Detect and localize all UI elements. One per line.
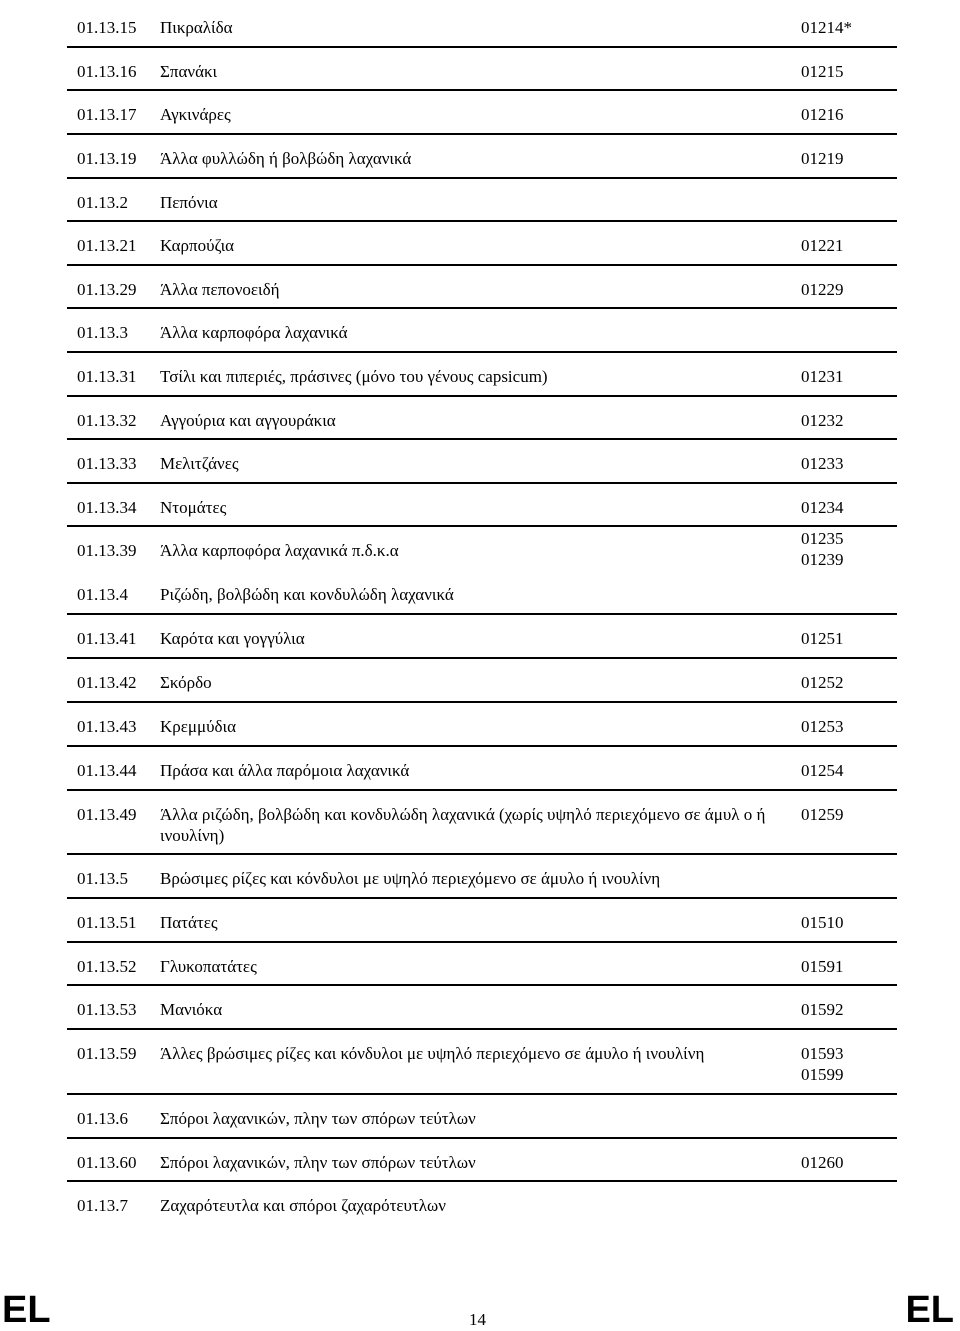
row-cpa-codes [801,956,891,977]
page-number: 14 [469,1310,486,1329]
row-code: 01.13.29 [77,280,137,299]
table-row [67,943,897,986]
row-cpa-codes [801,628,891,649]
table-row [67,703,897,747]
row-cpa-codes [801,1152,891,1173]
cpa-code: 01592 [801,1000,844,1019]
table-row [67,571,897,615]
row-description: Σπόροι λαχανικών, πλην των σπόρων τεύτλων [160,1109,476,1128]
row-code: 01.13.4 [77,585,128,604]
row-cpa-codes [801,410,891,431]
row-cpa-codes [801,760,891,781]
cpa-code: 01253 [801,717,844,736]
row-cpa-codes [801,279,891,300]
table-row [67,899,897,943]
table-row [67,440,897,484]
table-row [67,1139,897,1182]
row-cpa-codes [801,17,891,38]
row-cpa-codes [801,104,891,125]
row-description: Αγκινάρες [160,105,231,124]
row-cpa-codes [801,528,891,570]
row-description: Σπόροι λαχανικών, πλην των σπόρων τεύτλων [160,1153,476,1172]
row-description: Άλλα πεπονοειδή [160,280,280,299]
row-description: Μελιτζάνες [160,454,239,473]
row-code: 01.13.5 [77,869,128,888]
cpa-code: 01214* [801,18,852,37]
row-code: 01.13.49 [77,805,137,824]
table-row [67,747,897,791]
cpa-code: 01591 [801,957,844,976]
row-cpa-codes [801,148,891,169]
row-description: Γλυκοπατάτες [160,957,257,976]
footer-language-left: EL [2,1289,51,1331]
row-code: 01.13.16 [77,62,137,81]
table-row [67,1095,897,1139]
row-description: Κρεμμύδια [160,717,237,736]
table-row [67,855,897,899]
row-cpa-codes [801,235,891,256]
table-row [67,986,897,1030]
table-row [67,484,897,527]
row-cpa-codes [801,804,891,825]
row-code: 01.13.6 [77,1109,128,1128]
footer-language-right: EL [905,1289,954,1331]
cpa-code: 01235 [801,529,844,548]
row-code: 01.13.53 [77,1000,137,1019]
row-description: Ζαχαρότευτλα και σπόροι ζαχαρότευτλων [160,1196,446,1215]
table-row [67,1182,897,1226]
row-code: 01.13.33 [77,454,137,473]
row-description: Καρπούζια [160,236,235,255]
row-cpa-codes [801,1043,891,1085]
row-description: Ριζώδη, βολβώδη και κονδυλώδη λαχανικά [160,585,454,604]
row-code: 01.13.34 [77,498,137,517]
row-description: Πικραλίδα [160,18,233,37]
row-code: 01.13.17 [77,105,137,124]
row-description: Άλλα καρποφόρα λαχανικά π.δ.κ.α [160,541,399,560]
row-code: 01.13.51 [77,913,137,932]
cpa-code: 01254 [801,761,844,780]
row-cpa-codes [801,61,891,82]
table-row [67,48,897,91]
cpa-code: 01229 [801,280,844,299]
row-code: 01.13.59 [77,1044,137,1063]
row-description: Άλλες βρώσιμες ρίζες και κόνδυλοι με υψηλό περιεχόμενο σε άμυλο ή ινουλίνη [160,1044,705,1063]
cpa-code: 01510 [801,913,844,932]
table-row [67,179,897,222]
row-description: Σπανάκι [160,62,218,81]
cpa-code: 01231 [801,367,844,386]
row-description: Καρότα και γογγύλια [160,629,305,648]
row-description: Άλλα φυλλώδη ή βολβώδη λαχανικά [160,149,412,168]
cpa-code: 01216 [801,105,844,124]
row-code: 01.13.39 [77,541,137,560]
row-description: Αγγούρια και αγγουράκια [160,411,336,430]
cpa-code: 01215 [801,62,844,81]
row-cpa-codes [801,672,891,693]
cpa-code: 01221 [801,236,844,255]
row-cpa-codes [801,912,891,933]
row-code: 01.13.60 [77,1153,137,1172]
row-code: 01.13.21 [77,236,137,255]
classification-table [67,4,897,1226]
cpa-code: 01232 [801,411,844,430]
cpa-code: 01252 [801,673,844,692]
table-row [67,4,897,48]
table-row [67,91,897,135]
row-description: Μανιόκα [160,1000,223,1019]
row-description: Σκόρδο [160,673,212,692]
row-description: Πεπόνια [160,193,218,212]
row-description: Πατάτες [160,913,218,932]
row-code: 01.13.41 [77,629,137,648]
cpa-code: 01219 [801,149,844,168]
table-row [67,309,897,353]
row-code: 01.13.32 [77,411,137,430]
row-cpa-codes [801,453,891,474]
cpa-code: 01259 [801,805,844,824]
row-code: 01.13.44 [77,761,137,780]
row-code: 01.13.19 [77,149,137,168]
table-row [67,135,897,179]
cpa-code: 01239 [801,550,844,569]
row-code: 01.13.2 [77,193,128,212]
table-row [67,659,897,703]
cpa-code: 01599 [801,1065,844,1084]
row-code: 01.13.31 [77,367,137,386]
table-row [67,791,897,855]
cpa-code: 01260 [801,1153,844,1172]
cpa-code: 01593 [801,1044,844,1063]
row-description: Βρώσιμες ρίζες και κόνδυλοι με υψηλό περιεχόμενο σε άμυλο ή ινουλίνη [160,869,661,888]
row-description: Πράσα και άλλα παρόμοια λαχανικά [160,761,410,780]
table-row [67,397,897,440]
cpa-code: 01233 [801,454,844,473]
table-row [67,1030,897,1095]
row-code: 01.13.7 [77,1196,128,1215]
row-description: Άλλα ριζώδη, βολβώδη και κονδυλώδη λαχανικά (χωρίς υψηλό περιεχόμενο σε άμυλ ο ή ινουλίνη) [160,805,766,845]
row-description: Άλλα καρποφόρα λαχανικά [160,323,348,342]
cpa-code: 01251 [801,629,844,648]
table-row [67,527,897,571]
table-row [67,353,897,397]
row-code: 01.13.42 [77,673,137,692]
row-code: 01.13.43 [77,717,137,736]
row-cpa-codes [801,999,891,1020]
row-code: 01.13.3 [77,323,128,342]
row-cpa-codes [801,366,891,387]
row-description: Τσίλι και πιπεριές, πράσινες (μόνο του γένους capsicum) [160,367,548,386]
row-cpa-codes [801,497,891,518]
row-code: 01.13.52 [77,957,137,976]
table-row [67,615,897,659]
table-row [67,266,897,309]
cpa-code: 01234 [801,498,844,517]
row-code: 01.13.15 [77,18,137,37]
row-description: Ντομάτες [160,498,227,517]
row-cpa-codes [801,716,891,737]
table-row [67,222,897,266]
